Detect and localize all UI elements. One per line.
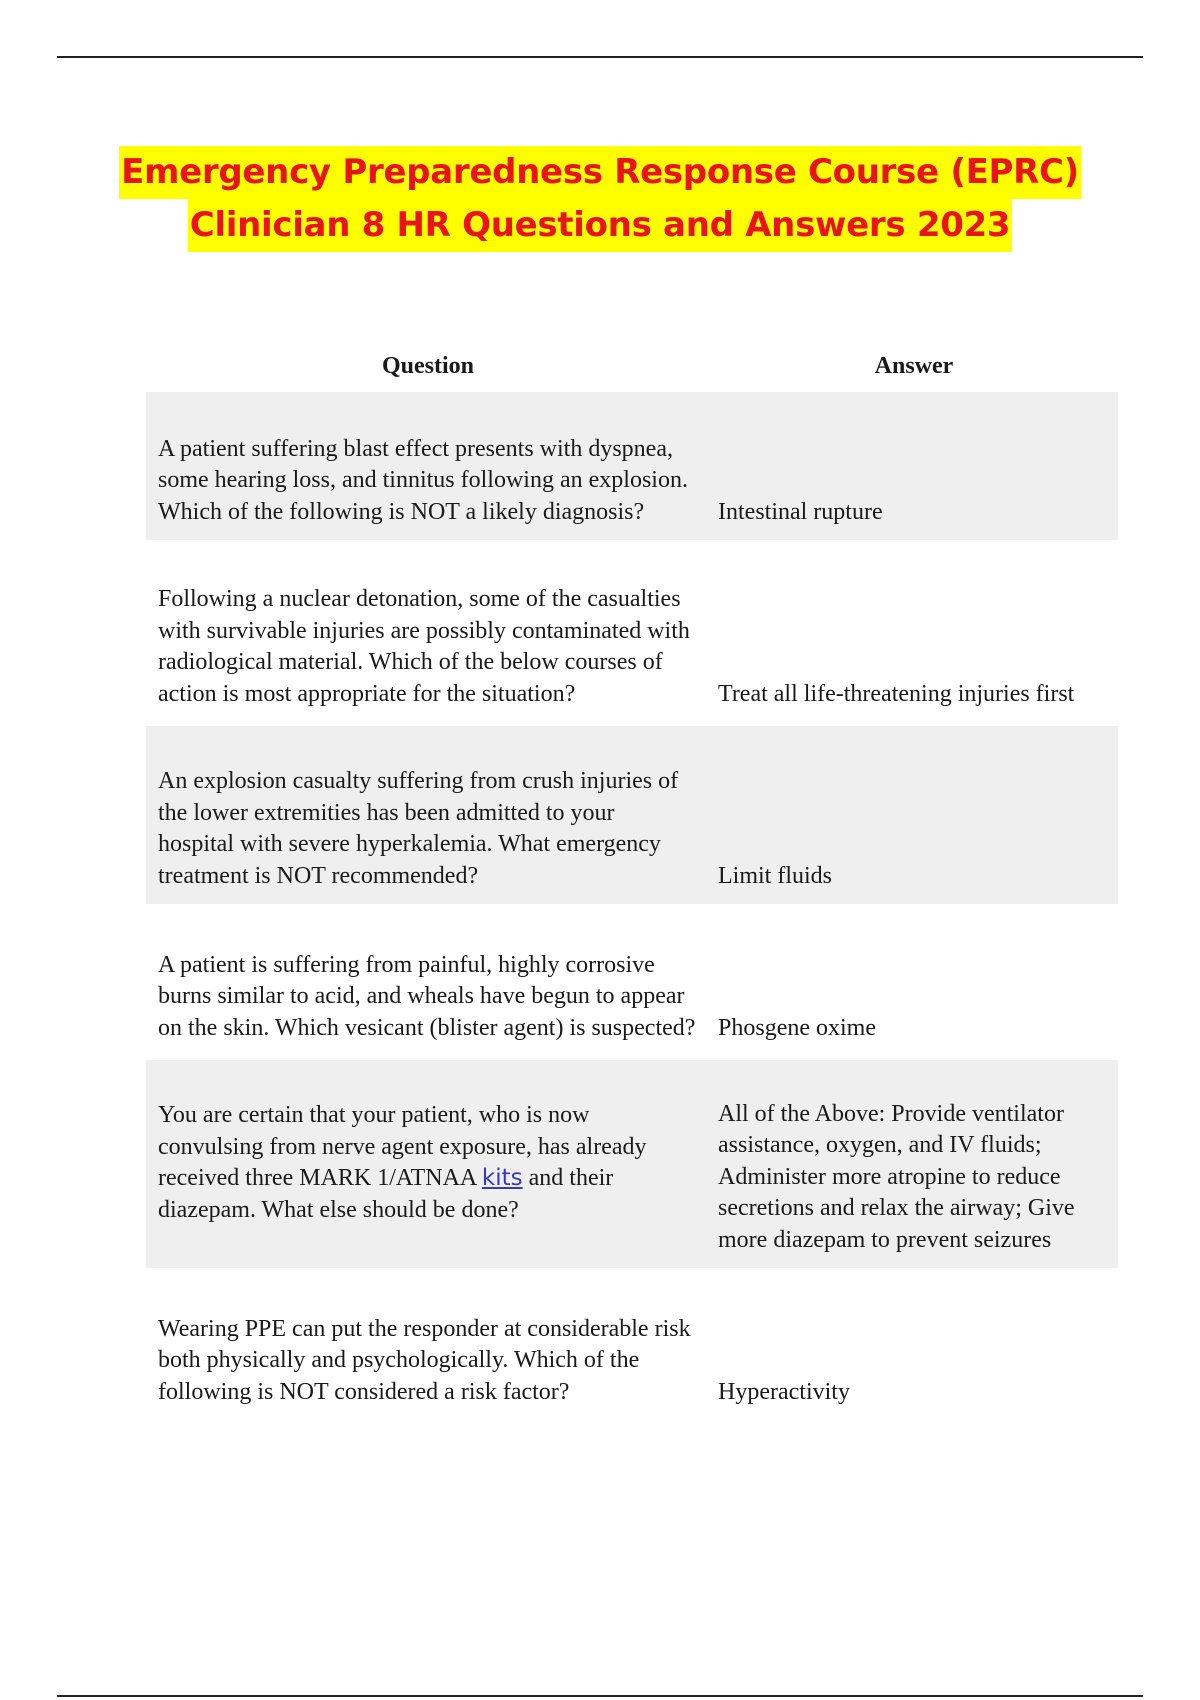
table-row bbox=[146, 726, 1118, 904]
table-row bbox=[146, 908, 1118, 1056]
answer-cell: Treat all life-threatening injuries first bbox=[718, 680, 1075, 707]
answer-cell: All of the Above: Provide ventilator assistance, oxygen, and IV fluids; Administer more atropine to reduce secretions and relax the airway; Give more diazepam to prevent seizures bbox=[718, 1100, 1075, 1253]
question-cell: A patient suffering blast effect presents with dyspnea, some hearing loss, and tinnitus following an explosion. Which of the following is NOT a likely diagnosis? bbox=[158, 435, 688, 525]
question-cell: Wearing PPE can put the responder at considerable risk both physically and psychologically. Which of the following is NOT considered a risk factor? bbox=[158, 1315, 691, 1405]
answer-column-header: Answer bbox=[874, 352, 954, 379]
bottom-rule bbox=[57, 1695, 1143, 1697]
question-text-end: and their diazepam. What else should be done? bbox=[158, 1165, 614, 1223]
question-text-start: You are certain that your patient, who is now convulsing from nerve agent exposure, has already received three MARK 1/ATNAA bbox=[158, 1102, 647, 1191]
qa-table bbox=[146, 340, 1118, 1424]
title-line-1: Emergency Preparedness Response Course (EPRC) bbox=[119, 146, 1081, 199]
kits-link[interactable]: kits bbox=[481, 1165, 523, 1191]
table-row bbox=[146, 392, 1118, 540]
answer-cell: Hyperactivity bbox=[718, 1378, 850, 1405]
answer-cell: Phosgene oxime bbox=[718, 1014, 876, 1041]
question-cell: An explosion casualty suffering from crush injuries of the lower extremities has been admitted to your hospital with severe hyperkalemia. What emergency treatment is NOT recommended? bbox=[158, 768, 679, 889]
title-line-2: Clinician 8 HR Questions and Answers 2023 bbox=[188, 199, 1013, 252]
question-cell bbox=[158, 1100, 710, 1226]
top-rule bbox=[57, 56, 1143, 58]
table-row bbox=[146, 544, 1118, 722]
document-title bbox=[0, 146, 1200, 252]
question-cell: Following a nuclear detonation, some of the casualties with survivable injuries are possibly contaminated with radiological material. Which of the below courses of action is most appropriate for the situation? bbox=[158, 586, 690, 707]
question-column-header: Question bbox=[381, 352, 474, 379]
table-row bbox=[146, 1272, 1118, 1420]
table-row bbox=[146, 1060, 1118, 1268]
answer-cell: Intestinal rupture bbox=[718, 498, 883, 525]
question-cell: A patient is suffering from painful, highly corrosive burns similar to acid, and wheals have begun to appear on the skin. Which vesicant (blister agent) is suspected? bbox=[158, 951, 696, 1041]
table-header bbox=[146, 340, 1118, 392]
answer-cell: Limit fluids bbox=[718, 862, 832, 889]
